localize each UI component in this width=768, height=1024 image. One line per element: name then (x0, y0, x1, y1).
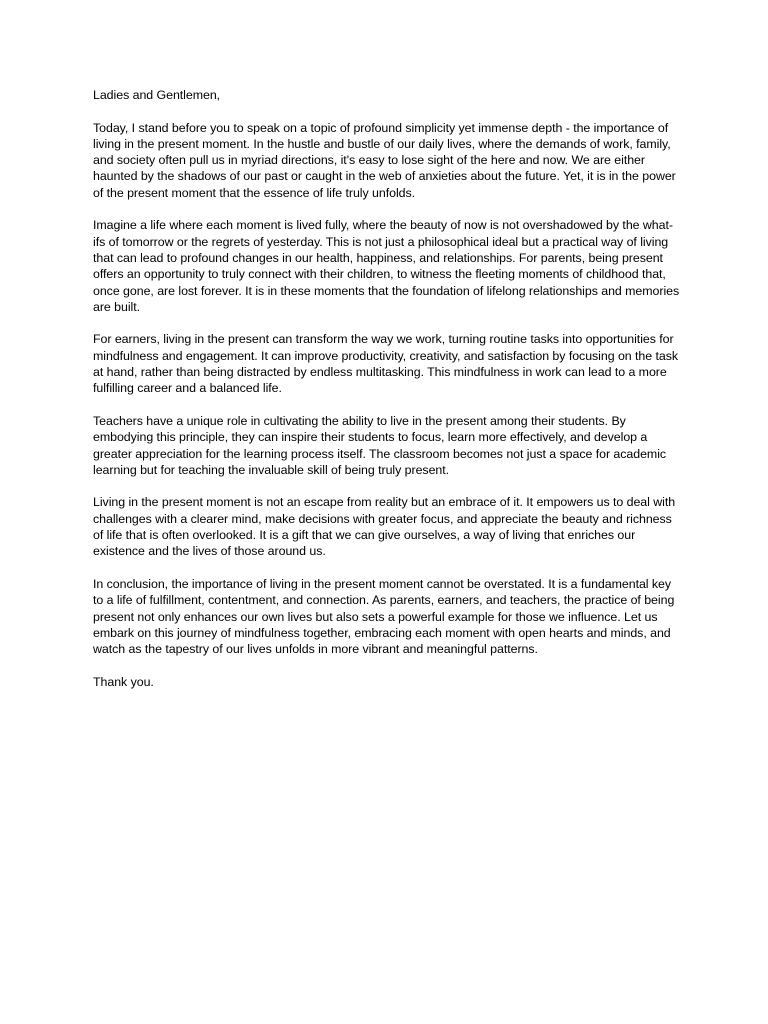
document-page (93, 87, 683, 690)
closing: Thank you. (93, 674, 154, 689)
salutation: Ladies and Gentlemen, (93, 88, 221, 102)
paragraph-earners: For earners, living in the present can transform the way we work, turning routine tasks into opportunities for mindfulness and engagement. It can improve productivity, creativity, and satisfaction by focusing on the task at hand, rather than being distracted by endless multitasking. This mindfulness in work can lead to a more fulfilling career and a balanced life. (93, 332, 679, 396)
paragraph-imagine: Imagine a life where each moment is lived fully, where the beauty of now is not overshadowed by the what-ifs of tomorrow or the regrets of yesterday. This is not just a philosophical ideal but a practical way of living that can lead to profound changes in our health, happiness, and relationships. For parents, being present offers an opportunity to truly connect with their children, to witness the fleeting moments of childhood that, once gone, are lost forever. It is in these moments that the foundation of lifelong relationships and memories are built. (93, 218, 680, 314)
paragraph-intro: Today, I stand before you to speak on a topic of profound simplicity yet immense depth - the importance of living in the present moment. In the hustle and bustle of our daily lives, where the demands of work, family, and society often pull us in myriad directions, it's easy to lose sight of the here and now. We are either haunted by the shadows of our past or caught in the web of anxieties about the future. Yet, it is in the power of the present moment that the essence of life truly unfolds. (93, 120, 676, 200)
paragraph-living-present: Living in the present moment is not an escape from reality but an embrace of it. It empowers us to deal with challenges with a clearer mind, make decisions with greater focus, and appreciate the beauty and richness of life that is often overlooked. It is a gift that we can give ourselves, a way of living that enriches our existence and the lives of those around us. (93, 495, 676, 559)
paragraph-teachers: Teachers have a unique role in cultivating the ability to live in the present among their students. By embodying this principle, they can inspire their students to focus, learn more effectively, and develop a greater appreciation for the learning process itself. The classroom becomes not just a space for academic learning but for teaching the invaluable skill of being truly present. (93, 413, 667, 477)
paragraph-conclusion: In conclusion, the importance of living in the present moment cannot be overstated. It is a fundamental key to a life of fulfillment, contentment, and connection. As parents, earners, and teachers, the practice of being present not only enhances our own lives but also sets a powerful example for those we influence. Let us embark on this journey of mindfulness together, embracing each moment with open hearts and minds, and watch as the tapestry of our lives unfolds in more vibrant and meaningful patterns. (93, 576, 675, 657)
